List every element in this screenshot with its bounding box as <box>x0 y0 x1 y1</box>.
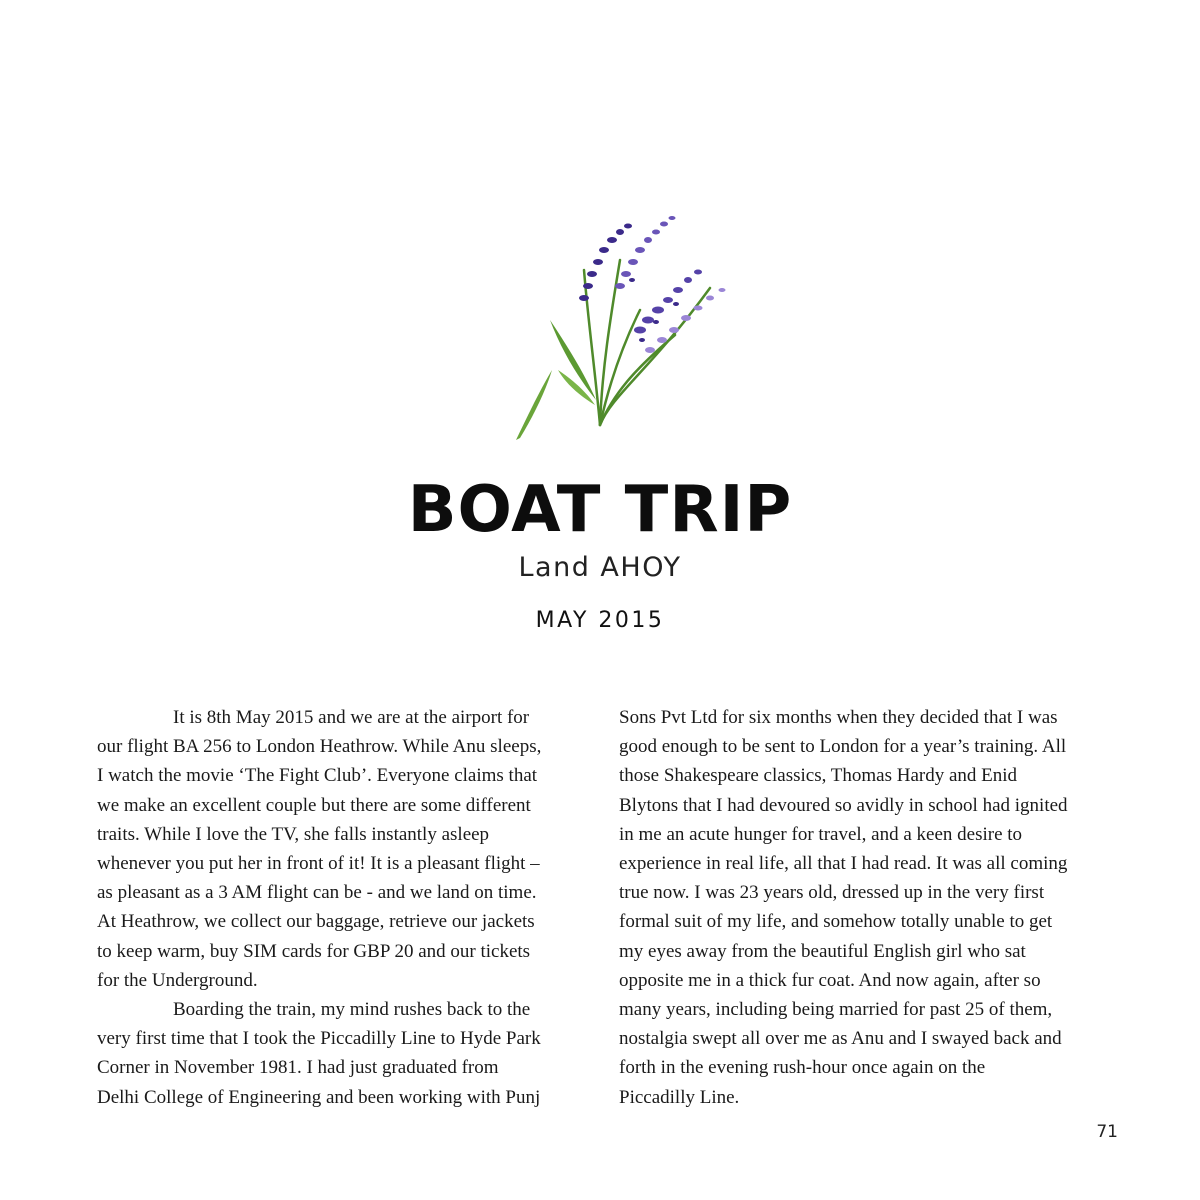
lavender-flower-icon <box>579 216 726 353</box>
text-line: I watch the movie ‘The Fight Club’. Everyone claims that <box>97 765 538 787</box>
text-line: very first time that I took the Piccadilly Line to Hyde Park <box>97 1028 541 1050</box>
text-line: for the Underground. <box>97 969 258 991</box>
text-line: good enough to be sent to London for a year’s training. All <box>619 736 1067 758</box>
text-line: in me an acute hunger for travel, and a keen desire to <box>619 823 1023 845</box>
stems-icon <box>584 260 710 425</box>
text-line: At Heathrow, we collect our baggage, retrieve our jackets <box>97 911 535 933</box>
page-subtitle: Land AHOY <box>518 552 682 583</box>
text-line: It is 8th May 2015 and we are at the airport for <box>173 707 530 728</box>
page-number: 71 <box>1096 1122 1118 1142</box>
lavender-illustration <box>500 200 740 450</box>
body-column-right <box>619 703 1109 1112</box>
text-line: those Shakespeare classics, Thomas Hardy and Enid <box>619 765 1018 787</box>
text-line: whenever you put her in front of it! It is a pleasant flight – <box>97 853 540 875</box>
text-line: as pleasant as a 3 AM flight can be - and we land on time. <box>97 882 537 904</box>
text-line: Sons Pvt Ltd for six months when they decided that I was <box>619 707 1058 728</box>
text-line: forth in the evening rush-hour once again on the <box>619 1057 986 1079</box>
text-line: Boarding the train, my mind rushes back to the <box>173 999 531 1021</box>
text-line: my eyes away from the beautiful English girl who sat <box>619 940 1026 962</box>
text-line: opposite me in a thick fur coat. And now again, after so <box>619 969 1041 991</box>
text-line: many years, including being married for past 25 of them, <box>619 999 1053 1021</box>
body-column-left <box>97 703 587 1112</box>
text-line: nostalgia swept all over me as Anu and I swayed back and <box>619 1028 1062 1050</box>
text-line: Blytons that I had devoured so avidly in school had ignited <box>619 794 1068 816</box>
text-line: our flight BA 256 to London Heathrow. While Anu sleeps, <box>97 736 542 758</box>
text-line: Corner in November 1981. I had just graduated from <box>97 1057 499 1079</box>
leaf-icon <box>516 320 596 440</box>
text-line: Piccadilly Line. <box>619 1086 740 1108</box>
text-line: experience in real life, all that I had read. It was all coming <box>619 853 1068 875</box>
page-date: MAY 2015 <box>535 608 665 633</box>
text-line: Delhi College of Engineering and been working with Punj <box>97 1086 541 1108</box>
page-title: BOAT TRIP <box>407 473 793 547</box>
text-line: true now. I was 23 years old, dressed up in the very first <box>619 882 1045 904</box>
text-line: to keep warm, buy SIM cards for GBP 20 and our tickets <box>97 940 531 962</box>
text-line: traits. While I love the TV, she falls instantly asleep <box>97 823 490 845</box>
text-line: we make an excellent couple but there are some different <box>97 794 531 816</box>
text-line: formal suit of my life, and somehow totally unable to get <box>619 911 1053 933</box>
